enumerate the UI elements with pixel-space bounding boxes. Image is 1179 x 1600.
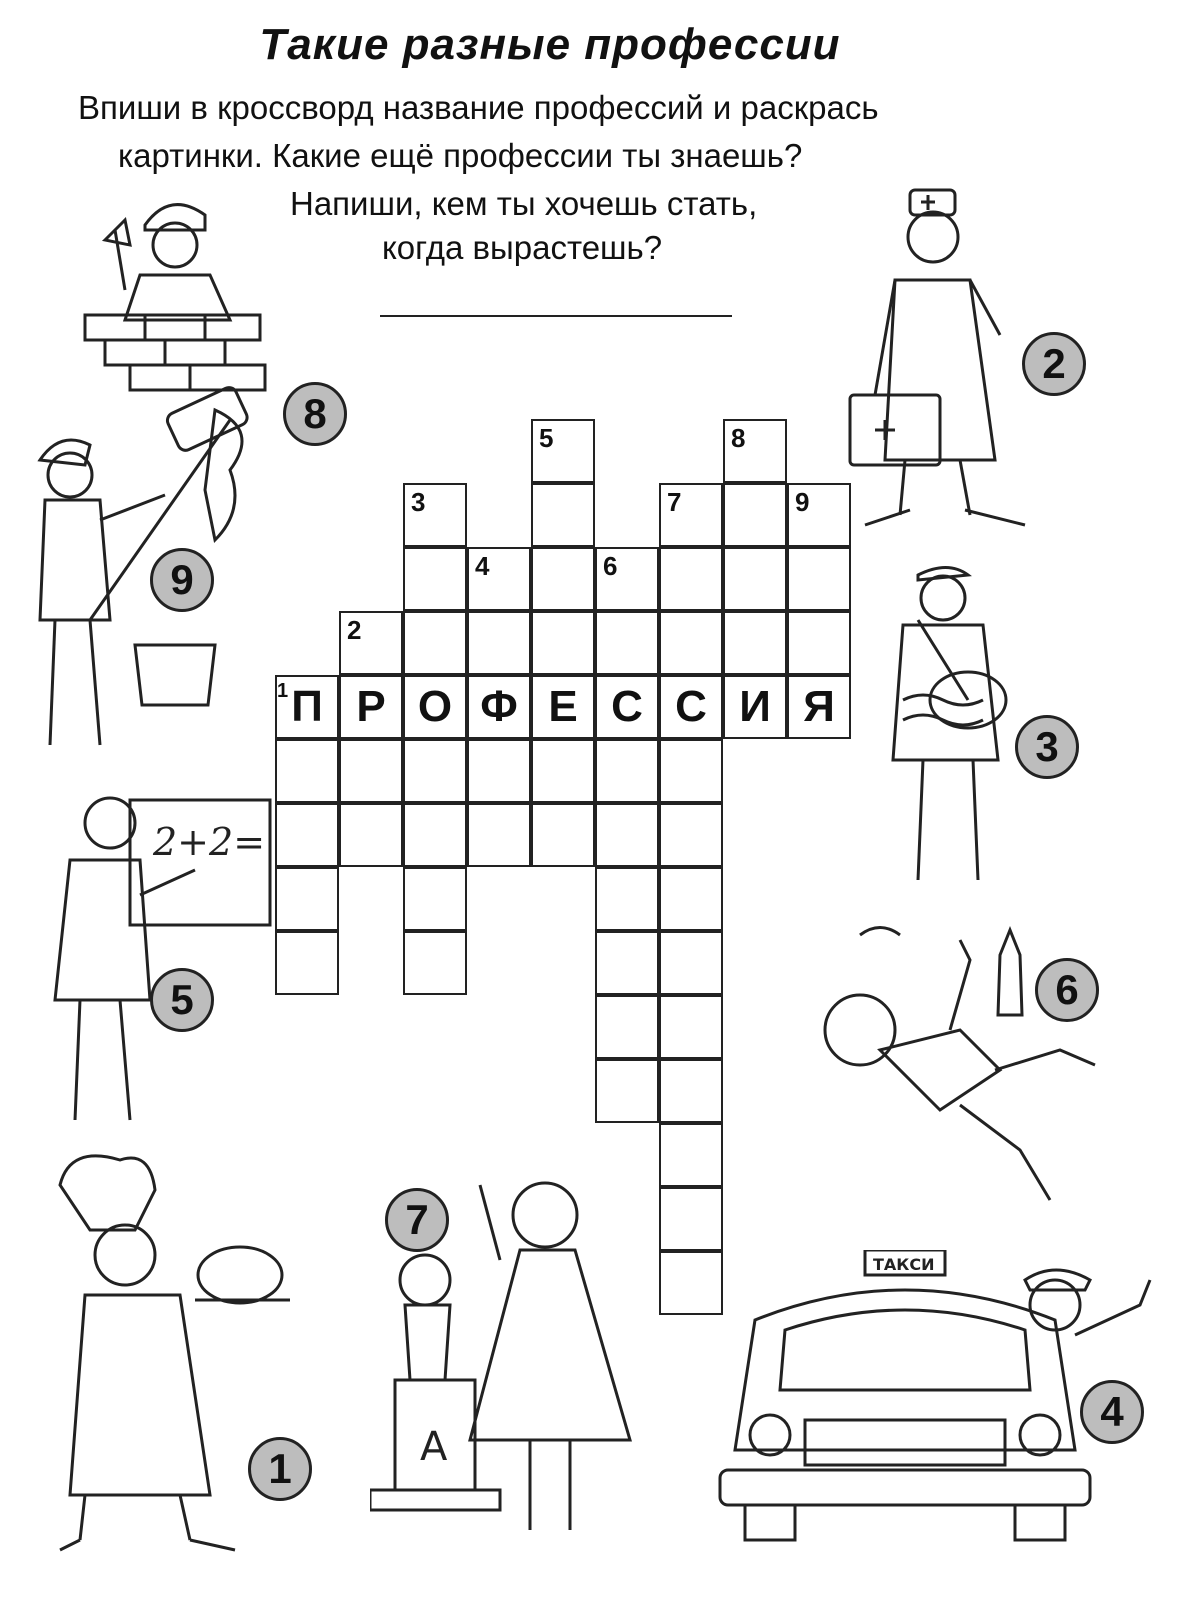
key-word-letter: И — [739, 682, 771, 731]
crossword-cell[interactable] — [659, 995, 723, 1059]
clue-number-4: 4 — [475, 551, 490, 581]
badge-5: 5 — [150, 968, 214, 1032]
crossword-cell[interactable] — [531, 803, 595, 867]
crossword-cell[interactable] — [595, 739, 659, 803]
page-title: Такие разные профессии — [259, 20, 841, 69]
instruction-line-2: картинки. Какие ещё профессии ты знаешь? — [118, 137, 803, 174]
crossword-cell[interactable] — [659, 611, 723, 675]
key-word-letter: С — [611, 682, 643, 731]
badge-8: 8 — [283, 382, 347, 446]
astronaut-illustration — [800, 920, 1100, 1220]
clue-number-9: 9 — [795, 487, 810, 517]
instruction-line-1: Впиши в кроссворд название профессий и раскрась — [78, 89, 879, 126]
crossword-cell[interactable] — [659, 931, 723, 995]
crossword-cell[interactable] — [275, 739, 339, 803]
badge-6: 6 — [1035, 958, 1099, 1022]
board-text: 2+2= — [153, 820, 266, 864]
key-word-letter: О — [417, 682, 453, 731]
artist-illustration — [878, 560, 1018, 900]
crossword-cell[interactable] — [467, 739, 531, 803]
clue-number-5: 5 — [539, 423, 554, 453]
crossword-cell[interactable] — [659, 803, 723, 867]
painter-illustration — [30, 370, 260, 760]
crossword-cell[interactable] — [659, 867, 723, 931]
clue-number-8: 8 — [731, 423, 746, 453]
crossword-cell[interactable] — [787, 547, 851, 611]
crossword-cell[interactable] — [467, 611, 531, 675]
crossword-cell[interactable] — [659, 547, 723, 611]
clue-number-3: 3 — [411, 487, 426, 517]
instruction-line-3: Напиши, кем ты хочешь стать, — [290, 185, 758, 222]
key-word-letter: Я — [803, 682, 835, 731]
key-word-letter: С — [675, 682, 707, 731]
crossword-cell[interactable] — [531, 739, 595, 803]
key-word-letter: Е — [548, 682, 578, 731]
clue-number-7: 7 — [667, 487, 682, 517]
key-word-letter: Ф — [480, 682, 518, 731]
builder-illustration — [80, 180, 280, 400]
crossword-cell[interactable] — [339, 803, 403, 867]
crossword-cell[interactable] — [787, 611, 851, 675]
crossword-cell[interactable] — [595, 995, 659, 1059]
crossword-cell[interactable] — [723, 611, 787, 675]
cube-letter: А — [420, 1424, 448, 1470]
crossword-cell[interactable] — [659, 1059, 723, 1123]
crossword-cell[interactable] — [403, 547, 467, 611]
badge-2: 2 — [1022, 332, 1086, 396]
taxi-sign: ТАКСИ — [873, 1255, 935, 1274]
crossword-cell[interactable] — [467, 803, 531, 867]
crossword-cell[interactable] — [403, 931, 467, 995]
chef-illustration — [40, 1145, 290, 1565]
answer-line[interactable] — [380, 315, 732, 317]
clue-number-2: 2 — [347, 615, 362, 645]
taxi-illustration — [715, 1250, 1155, 1550]
crossword-cell[interactable] — [595, 931, 659, 995]
crossword-cell[interactable] — [531, 611, 595, 675]
key-word-letter: Р — [356, 682, 386, 731]
key-word-letter: П — [291, 682, 323, 731]
crossword-cell[interactable] — [403, 803, 467, 867]
crossword-cell[interactable] — [531, 483, 595, 547]
crossword-cell[interactable] — [403, 867, 467, 931]
teacher-illustration — [35, 785, 275, 1130]
crossword-cell[interactable] — [659, 1251, 723, 1315]
badge-1: 1 — [248, 1437, 312, 1501]
crossword-cell[interactable] — [595, 611, 659, 675]
clue-number-1: 1 — [277, 680, 289, 702]
badge-3: 3 — [1015, 715, 1079, 779]
crossword-cell[interactable] — [659, 739, 723, 803]
crossword-cell[interactable] — [275, 803, 339, 867]
doctor-illustration — [845, 185, 1045, 535]
crossword-cell[interactable] — [723, 483, 787, 547]
badge-9: 9 — [150, 548, 214, 612]
crossword-cell[interactable] — [659, 1187, 723, 1251]
crossword-cell[interactable] — [403, 611, 467, 675]
crossword-cell[interactable] — [339, 739, 403, 803]
crossword-cell[interactable] — [275, 867, 339, 931]
badge-4: 4 — [1080, 1380, 1144, 1444]
crossword-cell[interactable] — [595, 867, 659, 931]
crossword-cell[interactable] — [659, 1123, 723, 1187]
crossword-cell[interactable] — [275, 931, 339, 995]
badge-7: 7 — [385, 1188, 449, 1252]
crossword-cell[interactable] — [595, 1059, 659, 1123]
instruction-line-4: когда вырастешь? — [382, 229, 663, 266]
clue-number-6: 6 — [603, 551, 618, 581]
crossword-cell[interactable] — [403, 739, 467, 803]
crossword-cell[interactable] — [531, 547, 595, 611]
crossword-cell[interactable] — [595, 803, 659, 867]
circus-illustration — [370, 1170, 640, 1550]
crossword-cell[interactable] — [723, 547, 787, 611]
